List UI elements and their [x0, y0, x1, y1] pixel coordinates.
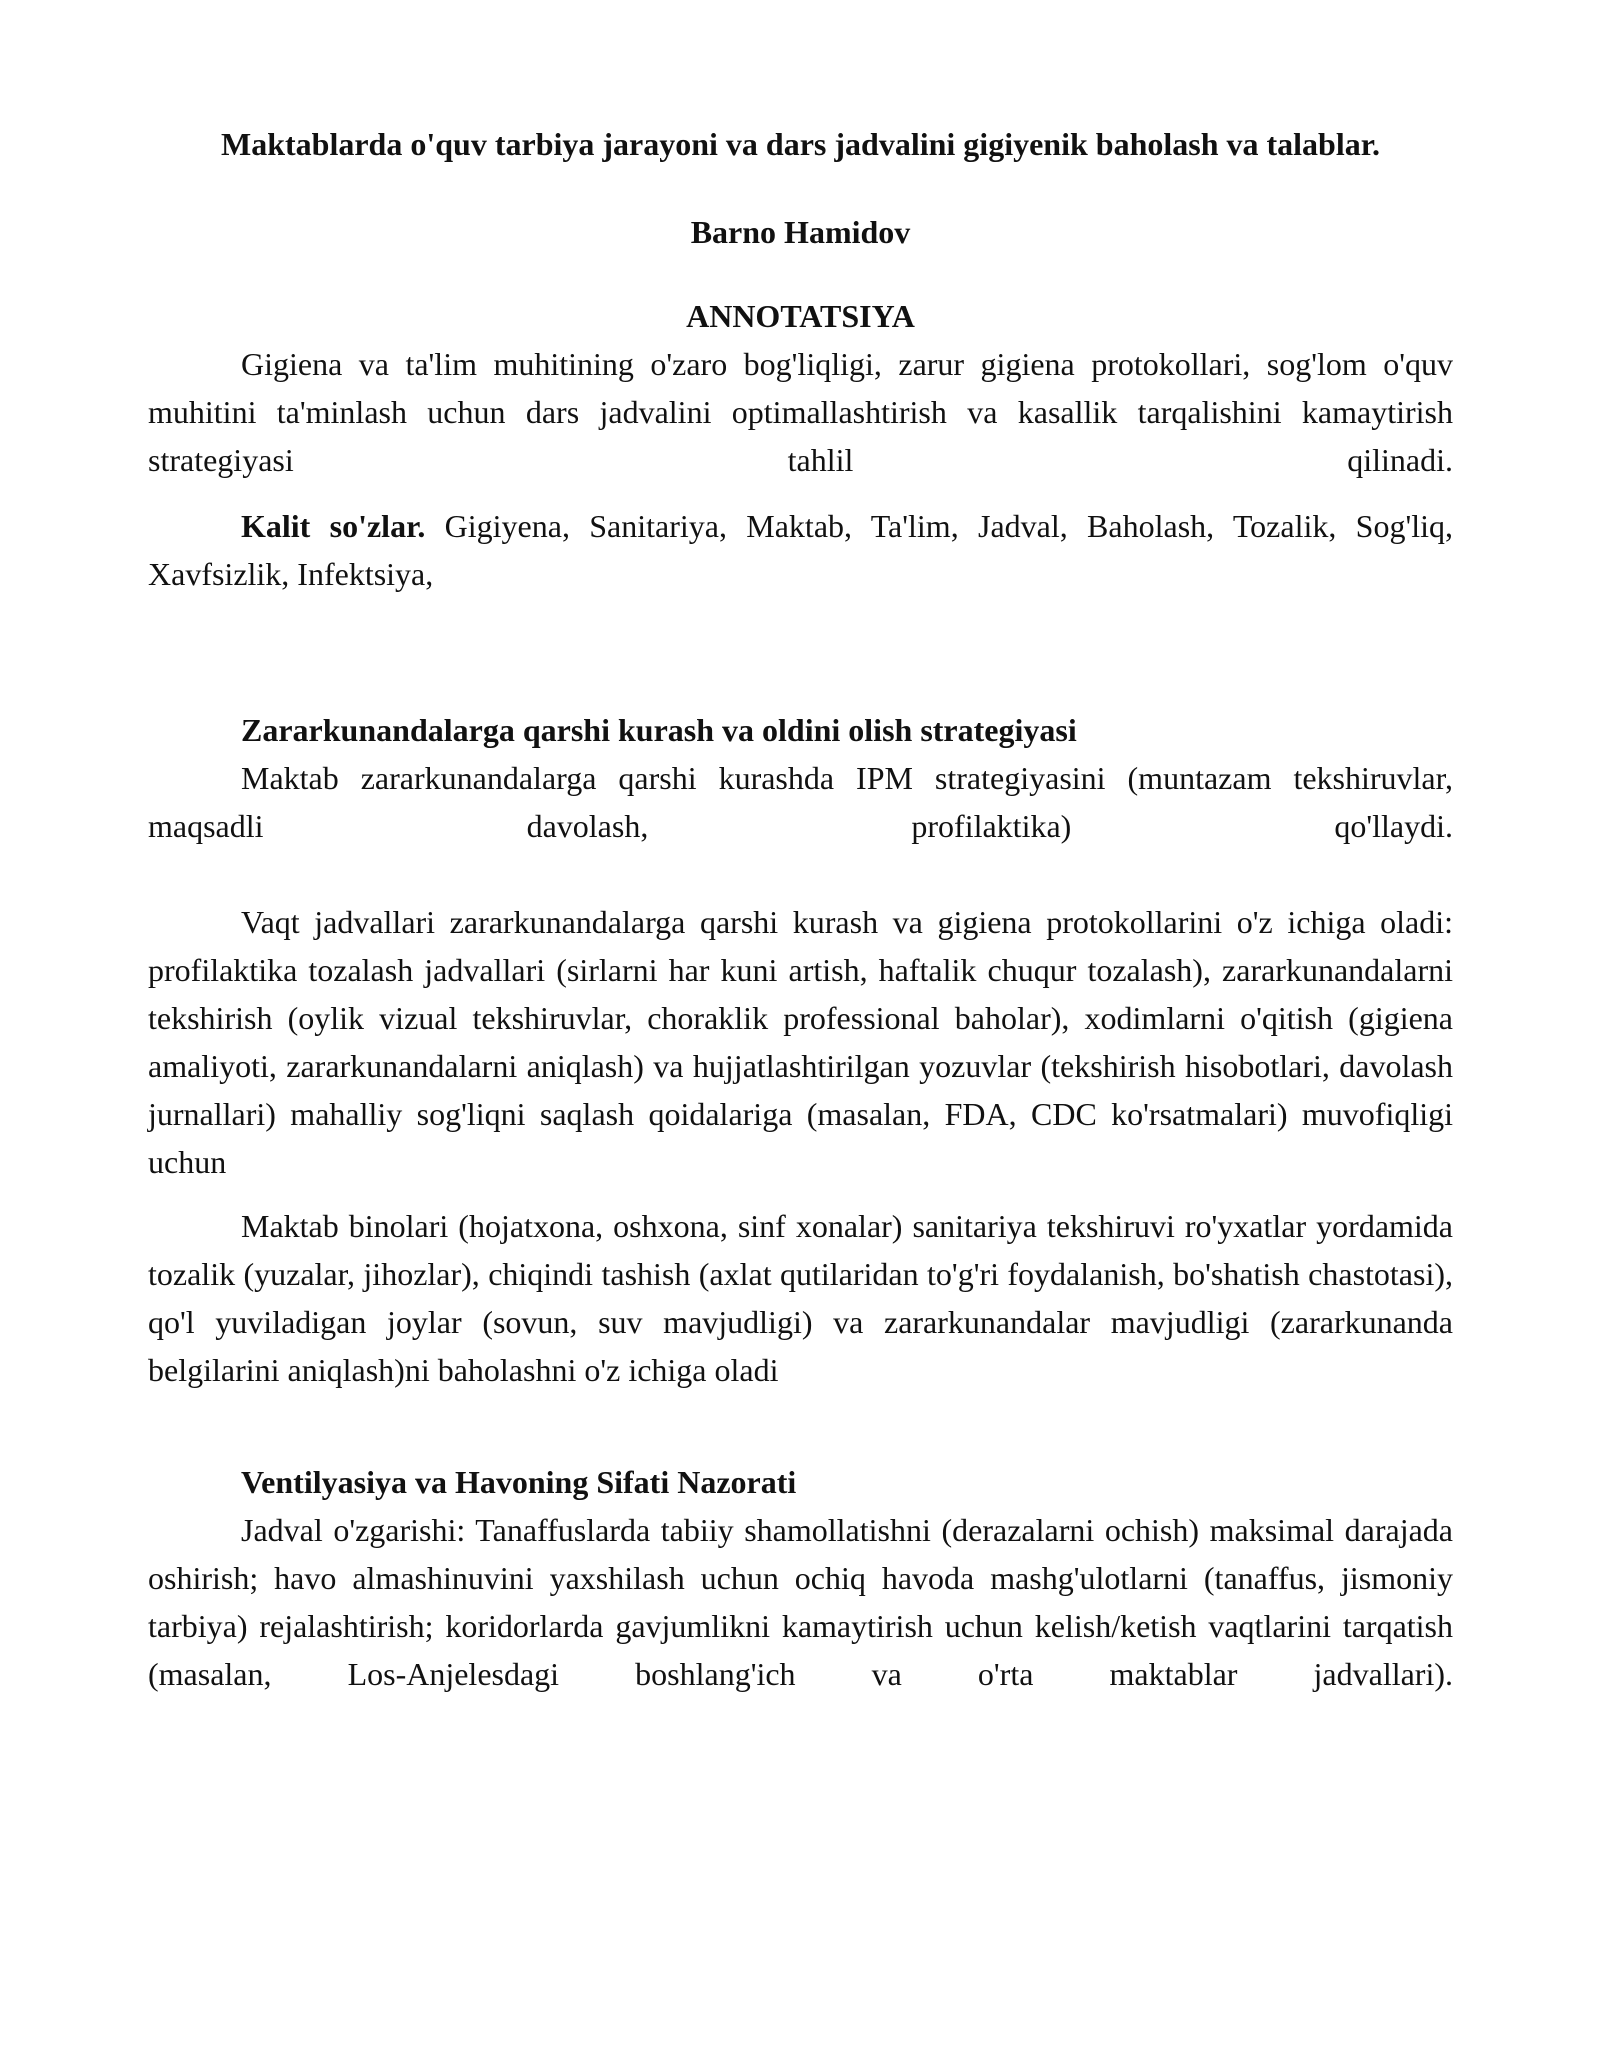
paper-title: Maktablarda o'quv tarbiya jarayoni va dars jadvalini gigiyenik baholash va talablar. [221, 126, 1380, 162]
annotation-text: Gigiena va ta'lim muhitining o'zaro bog'liqligi, zarur gigiena protokollari, sog'lom o'quv muhitini ta'minlash uchun dars jadvalini optimallashtirish va kasallik tarqalishini kamaytirish strategiyasi tahlil qilinadi. [148, 346, 1453, 478]
annotation-heading: ANNOTATSIYA [686, 298, 915, 334]
section-heading-ventilation: Ventilyasiya va Havoning Sifati Nazorati [241, 1464, 797, 1500]
author-name: Barno Hamidov [690, 214, 911, 250]
keywords-label: Kalit so'zlar. [241, 508, 426, 544]
document-page [148, 120, 1453, 1698]
section2-paragraph-1: Jadval o'zgarishi: Tanaffuslarda tabiiy shamollatishni (derazalarni ochish) maksimal darajada oshirish; havo almashinuvini yaxshilash uchun ochiq havoda mashg'ulotlarni (tanaffus, jismoniy tarbiya) rejalashtirish; koridorlarda gavjumlikni kamaytirish uchun kelish/ketish vaqtlarini tarqatish (masalan, Los-Anjelesdagi boshlang'ich va o'rta maktablar jadvallari). [148, 1512, 1453, 1692]
section1-paragraph-3: Maktab binolari (hojatxona, oshxona, sinf xonalar) sanitariya tekshiruvi ro'yxatlar yordamida tozalik (yuzalar, jihozlar), chiqindi tashish (axlat qutilaridan to'g'ri foydalanish, bo'shatish chastotasi), qo'l yuviladigan joylar (sovun, suv mavjudligi) va zararkunandalar mavjudligi (zararkunanda belgilarini aniqlash)ni baholashni o'z ichiga oladi [148, 1208, 1453, 1388]
keywords-text: Gigiyena, Sanitariya, Maktab, Ta'lim, Jadval, Baholash, Tozalik, Sog'liq, Xavfsizlik, Infektsiya, [148, 508, 1454, 592]
section1-paragraph-2: Vaqt jadvallari zararkunandalarga qarshi kurash va gigiena protokollarini o'z ichiga oladi: profilaktika tozalash jadvallari (sirlarni har kuni artish, haftalik chuqur tozalash), zararkunandalarni tekshirish (oylik vizual tekshiruvlar, choraklik professional baholar), xodimlarni o'qitish (gigiena amaliyoti, zararkunandalarni aniqlash) va hujjatlashtirilgan yozuvlar (tekshirish hisobotlari, davolash jurnallari) mahalliy sog'liqni saqlash qoidalariga (masalan, FDA, CDC ko'rsatmalari) muvofiqligi uchun [148, 904, 1453, 1180]
section-heading-pest-control: Zararkunandalarga qarshi kurash va oldini olish strategiyasi [241, 712, 1077, 748]
keywords-paragraph [148, 502, 1453, 598]
section1-paragraph-1: Maktab zararkunandalarga qarshi kurashda IPM strategiyasini (muntazam tekshiruvlar, maqsadli davolash, profilaktika) qo'llaydi. [148, 760, 1453, 844]
